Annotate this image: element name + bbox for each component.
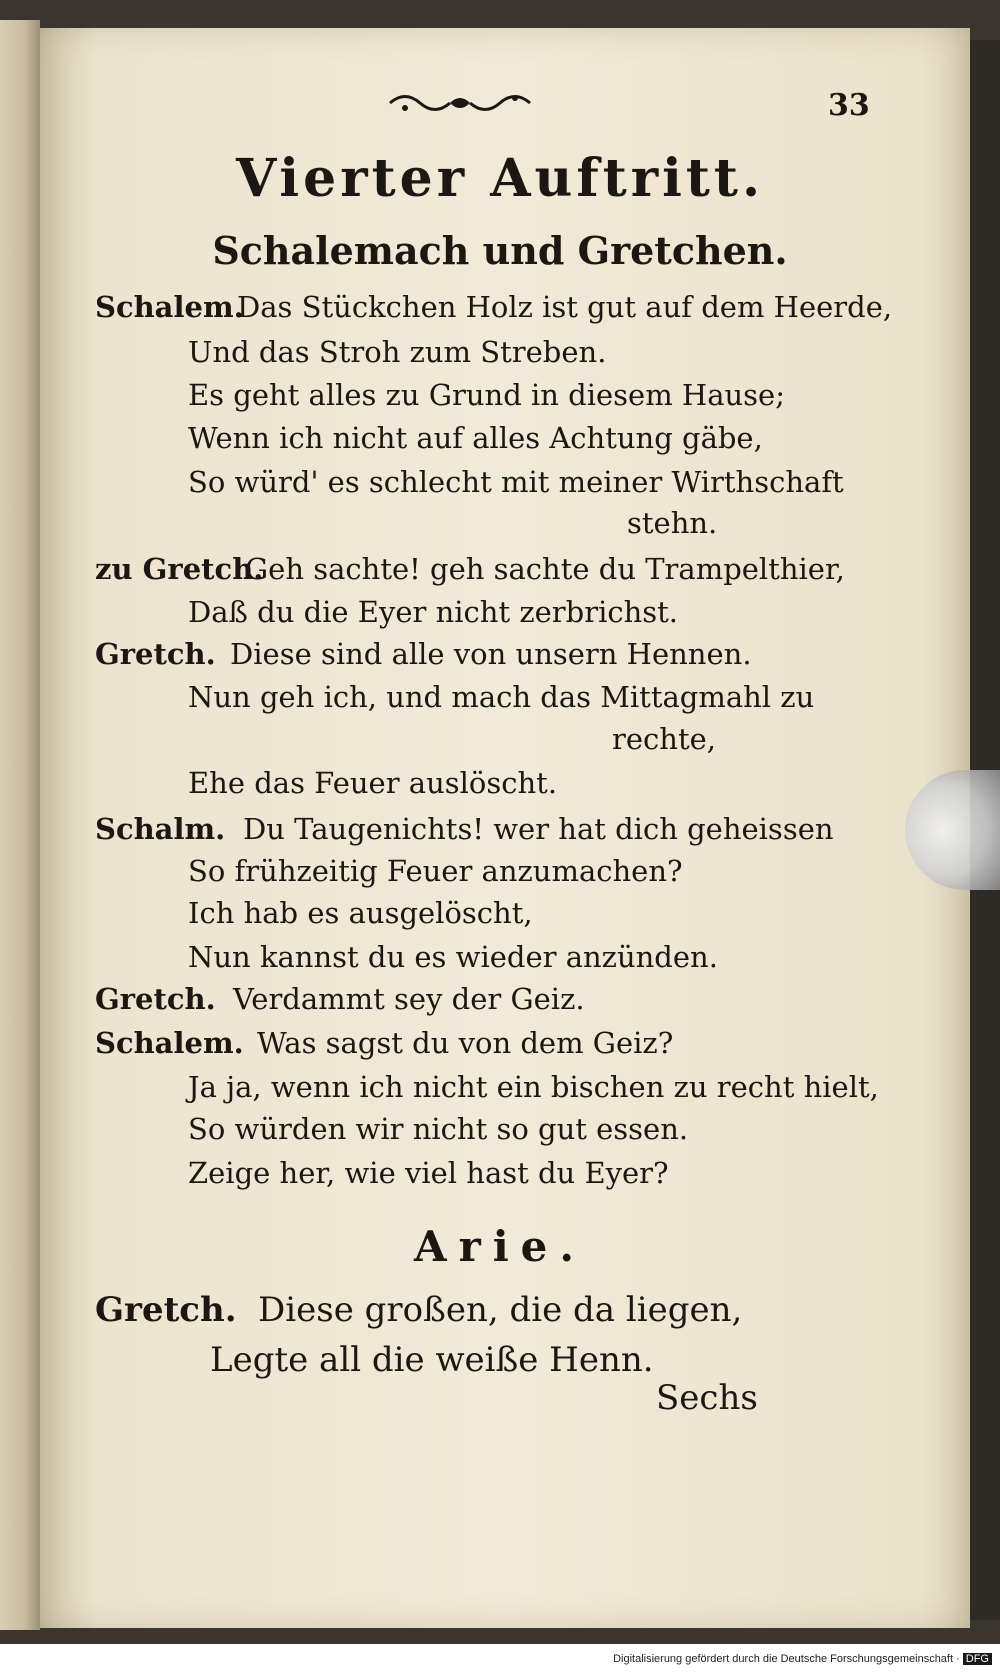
dialogue-line: Nun kannst du es wieder anzünden. [188, 940, 718, 974]
speaker-label: zu Gretch. [95, 552, 264, 586]
speaker-label: Gretch. [95, 982, 216, 1016]
dialogue-line: So würd' es schlecht mit meiner Wirthschaft [188, 465, 844, 499]
scene-title: Vierter Auftritt. [235, 148, 765, 209]
catchword: Sechs [656, 1378, 758, 1418]
dialogue-line: rechte, [612, 722, 716, 756]
dialogue-line: Diese sind alle von unsern Hennen. [230, 637, 752, 671]
footer-credit [613, 1653, 992, 1665]
dialogue-line: Verdammt sey der Geiz. [233, 982, 585, 1016]
dialogue-line: Geh sachte! geh sachte du Trampelthier, [245, 552, 845, 586]
speaker-label: Schalem. [95, 1026, 244, 1060]
dialogue-line: Ich hab es ausgelöscht, [188, 896, 533, 930]
dialogue-line: Es geht alles zu Grund in diesem Hause; [188, 378, 785, 412]
page-number: 33 [828, 88, 870, 123]
dialogue-line: So würden wir nicht so gut essen. [188, 1112, 689, 1146]
aria-line: Legte all die weiße Henn. [210, 1340, 654, 1380]
dialogue-line: Du Taugenichts! wer hat dich geheissen [243, 812, 834, 846]
scene-subtitle: Schalemach und Gretchen. [212, 228, 788, 273]
dialogue-line: Das Stückchen Holz ist gut auf dem Heerde, [237, 290, 893, 324]
speaker-label: Schalem. [95, 290, 244, 324]
speaker-label: Gretch. [95, 1290, 237, 1330]
dialogue-line: stehn. [627, 506, 718, 540]
dialogue-line: Ja ja, wenn ich nicht ein bischen zu recht hielt, [188, 1070, 879, 1104]
speaker-label: Schalm. [95, 812, 226, 846]
dialogue-line: Nun geh ich, und mach das Mittagmahl zu [188, 680, 815, 714]
speaker-label: Gretch. [95, 637, 216, 671]
dialogue-line: Ehe das Feuer auslöscht. [188, 766, 558, 800]
aria-title: Arie. [413, 1222, 586, 1271]
dialogue-line: Was sagst du von dem Geiz? [257, 1026, 674, 1060]
dialogue-line: Wenn ich nicht auf alles Achtung gäbe, [188, 421, 763, 455]
dialogue-line: So frühzeitig Feuer anzumachen? [188, 854, 683, 888]
ornament-icon [385, 88, 535, 118]
dfg-logo: DFG [963, 1653, 992, 1665]
dialogue-line: Daß du die Eyer nicht zerbrichst. [188, 595, 679, 629]
dialogue-line: Zeige her, wie viel hast du Eyer? [188, 1156, 669, 1190]
aria-line: Diese großen, die da liegen, [258, 1290, 743, 1330]
dialogue-line: Und das Stroh zum Streben. [188, 335, 607, 369]
footer-credit-text: Digitalisierung gefördert durch die Deutsche Forschungsgemeinschaft · [613, 1653, 960, 1665]
